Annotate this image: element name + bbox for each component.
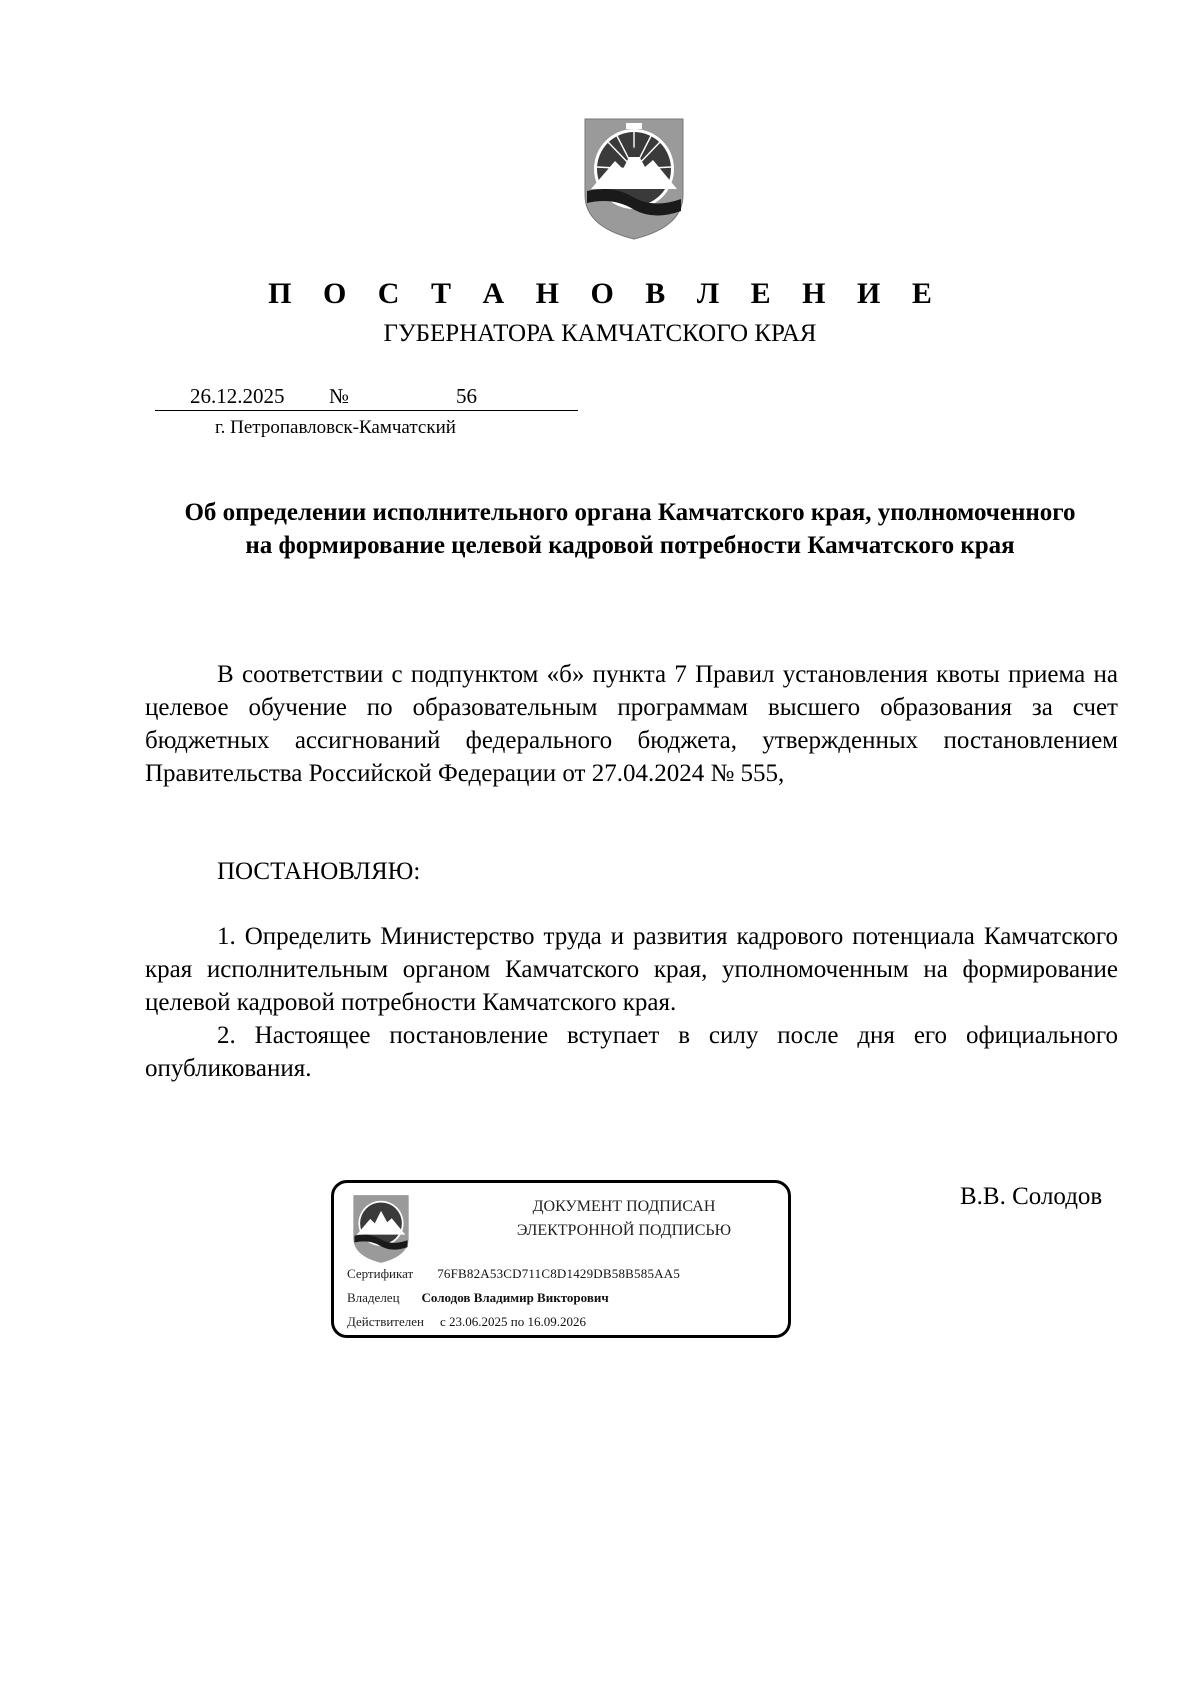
resolution-item-2: 2. Настоящее постановление вступает в силу после дня его официального опубликования. — [145, 1022, 1118, 1082]
certificate-value: 76FB82A53CD711C8D1429DB58B585AA5 — [437, 1266, 681, 1281]
stamp-coat-of-arms-icon — [352, 1194, 410, 1264]
stamp-title — [434, 1195, 814, 1243]
valid-separator: по — [510, 1314, 525, 1329]
coat-of-arms-icon — [583, 117, 685, 241]
resolution-item-1: 1. Определить Министерство труда и развития кадрового потенциала Камчатского края исполнительным органом Камчатского края, уполномоченным на формирование целевой кадровой потребности Камчатского края. — [145, 923, 1118, 1016]
document-city: г. Петропавловск-Камчатский — [215, 417, 456, 438]
certificate-label: Сертификат — [347, 1266, 414, 1281]
valid-from: 23.06.2025 — [449, 1314, 508, 1329]
owner-label: Владелец — [347, 1290, 400, 1305]
document-type-title: П О С Т А Н О В Л Е Н И Е — [268, 277, 944, 310]
number-sign: № — [329, 384, 350, 408]
preamble-paragraph: В соответствии с подпунктом «б» пункта 7 Правил установления квоты приема на целевое обучение по образовательным программам высшего образования за счет бюджетных ассигнований федерального бюджета, утвержденных постановлением Правительства Российской Федерации от 27.04.2024 № 555, — [145, 661, 1118, 787]
stamp-title-line-2: ЭЛЕКТРОННОЙ ПОДПИСЬЮ — [516, 1222, 732, 1239]
valid-label: Действителен — [347, 1314, 424, 1329]
issuer-title: ГУБЕРНАТОРА КАМЧАТСКОГО КРАЯ — [383, 320, 817, 347]
document-subject: Об определении исполнительного органа Камчатского края, уполномоченного на формирование целевой кадровой потребности Камчатского края — [184, 499, 1076, 559]
resolve-heading: ПОСТАНОВЛЯЮ: — [217, 858, 421, 885]
document-date: 26.12.2025 — [190, 384, 285, 408]
stamp-validity-row — [347, 1313, 586, 1331]
document-number: 56 — [456, 384, 477, 408]
electronic-signature-stamp — [331, 1180, 791, 1338]
stamp-certificate-row — [347, 1265, 680, 1283]
signer-name: В.В. Солодов — [960, 1183, 1103, 1210]
owner-value: Солодов Владимир Викторович — [421, 1290, 609, 1305]
stamp-title-line-1: ДОКУМЕНТ ПОДПИСАН — [532, 1198, 716, 1215]
stamp-owner-row — [347, 1289, 609, 1307]
valid-to: 16.09.2026 — [527, 1314, 586, 1329]
valid-prefix: с — [439, 1314, 446, 1329]
